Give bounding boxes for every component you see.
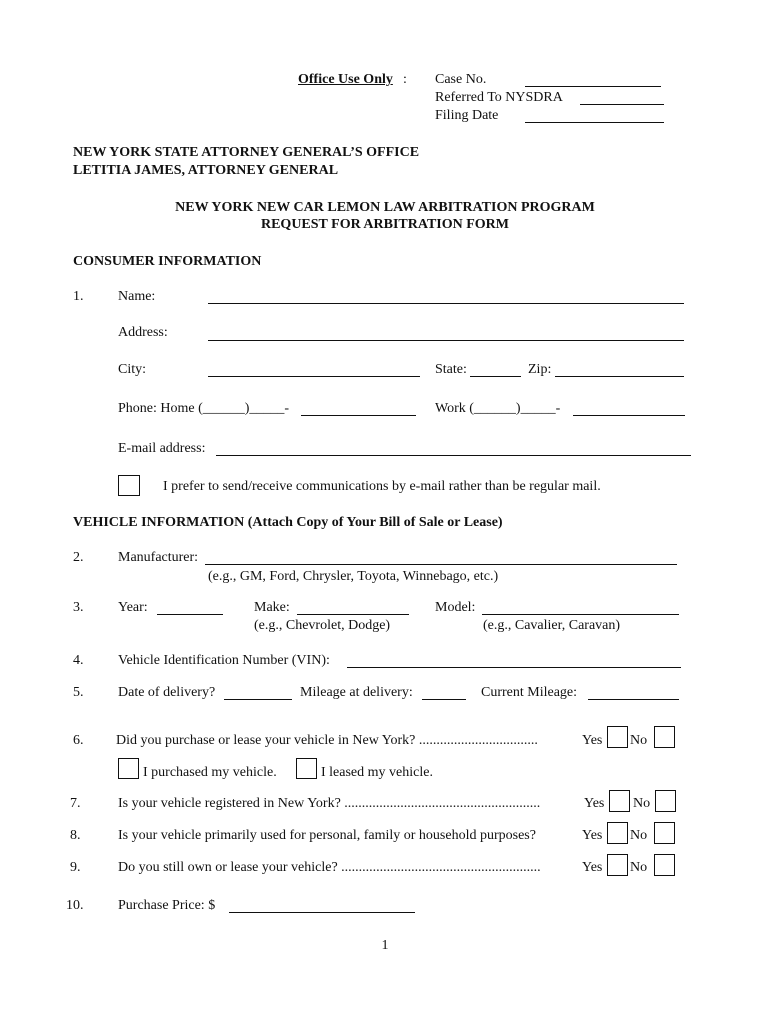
model-hint: (e.g., Cavalier, Caravan) [483, 618, 621, 633]
zip-label: Zip: [528, 362, 552, 377]
current-mileage-field[interactable] [588, 699, 679, 700]
model-field[interactable] [482, 614, 679, 615]
delivery-date-label: Date of delivery? [118, 685, 216, 700]
city-field[interactable] [208, 376, 420, 377]
vin-field[interactable] [347, 667, 681, 668]
email-label: E-mail address: [118, 441, 206, 456]
address-label: Address: [118, 325, 168, 340]
item-number-5: 5. [73, 685, 84, 700]
q8-yes-checkbox[interactable] [607, 822, 628, 844]
purchase-price-label: Purchase Price: $ [118, 898, 216, 913]
manufacturer-hint: (e.g., GM, Ford, Chrysler, Toyota, Winnebago, etc.) [208, 569, 499, 584]
manufacturer-field[interactable] [205, 564, 677, 565]
q6-yes-checkbox[interactable] [607, 726, 628, 748]
phone-home-label: Phone: Home (______)_____- [118, 401, 290, 416]
q7-no-checkbox[interactable] [655, 790, 676, 812]
purchased-checkbox[interactable] [118, 758, 139, 779]
consumer-section-heading: CONSUMER INFORMATION [73, 254, 262, 269]
current-mileage-label: Current Mileage: [481, 685, 578, 700]
office-use-colon: : [403, 72, 407, 87]
make-label: Make: [254, 600, 290, 615]
model-label: Model: [435, 600, 476, 615]
name-field[interactable] [208, 303, 684, 304]
state-label: State: [435, 362, 467, 377]
email-field[interactable] [216, 455, 691, 456]
q9-no-checkbox[interactable] [654, 854, 675, 876]
office-use-label: Office Use Only [298, 72, 393, 87]
delivery-date-field[interactable] [224, 699, 292, 700]
page-number: 1 [381, 938, 389, 953]
ag-heading: LETITIA JAMES, ATTORNEY GENERAL [73, 163, 339, 178]
q9-no-label: No [630, 860, 648, 875]
phone-work-label: Work (______)_____- [435, 401, 561, 416]
vin-label: Vehicle Identification Number (VIN): [118, 653, 330, 668]
manufacturer-label: Manufacturer: [118, 550, 199, 565]
item-number-7: 7. [70, 796, 81, 811]
year-label: Year: [118, 600, 148, 615]
phone-home-field[interactable] [301, 415, 416, 416]
q9-yes-label: Yes [582, 860, 603, 875]
leased-checkbox[interactable] [296, 758, 317, 779]
q6-no-label: No [630, 733, 648, 748]
purchased-label: I purchased my vehicle. [143, 765, 277, 780]
email-preference-checkbox[interactable] [118, 475, 140, 496]
office-heading: NEW YORK STATE ATTORNEY GENERAL’S OFFICE [73, 145, 420, 160]
name-label: Name: [118, 289, 156, 304]
case-no-label: Case No. [435, 72, 487, 87]
item-number-9: 9. [70, 860, 81, 875]
q8-text: Is your vehicle primarily used for personal, family or household purposes? [118, 828, 536, 843]
item-number-1: 1. [73, 289, 84, 304]
q9-yes-checkbox[interactable] [607, 854, 628, 876]
q7-yes-checkbox[interactable] [609, 790, 630, 812]
q6-no-checkbox[interactable] [654, 726, 675, 748]
filing-date-field[interactable] [525, 122, 664, 123]
q9-text: Do you still own or lease your vehicle? ......................................................... [118, 860, 541, 875]
q8-no-label: No [630, 828, 648, 843]
vehicle-section-heading: VEHICLE INFORMATION (Attach Copy of Your Bill of Sale or Lease) [73, 515, 503, 530]
program-title: NEW YORK NEW CAR LEMON LAW ARBITRATION PROGRAM [175, 200, 595, 215]
purchase-price-field[interactable] [229, 912, 415, 913]
q8-yes-label: Yes [582, 828, 603, 843]
address-field[interactable] [208, 340, 684, 341]
q7-yes-label: Yes [584, 796, 605, 811]
filing-date-label: Filing Date [435, 108, 499, 123]
mileage-delivery-label: Mileage at delivery: [300, 685, 413, 700]
mileage-delivery-field[interactable] [422, 699, 466, 700]
form-title: REQUEST FOR ARBITRATION FORM [260, 217, 509, 232]
q8-no-checkbox[interactable] [654, 822, 675, 844]
case-no-field[interactable] [525, 86, 661, 87]
item-number-6: 6. [73, 733, 84, 748]
q7-text: Is your vehicle registered in New York? ........................................................ [118, 796, 541, 811]
make-hint: (e.g., Chevrolet, Dodge) [254, 618, 391, 633]
email-preference-label: I prefer to send/receive communications by e-mail rather than be regular mail. [163, 479, 601, 494]
make-field[interactable] [297, 614, 409, 615]
item-number-10: 10. [66, 898, 84, 913]
item-number-3: 3. [73, 600, 84, 615]
zip-field[interactable] [555, 376, 684, 377]
phone-work-field[interactable] [573, 415, 685, 416]
q6-yes-label: Yes [582, 733, 603, 748]
referred-label: Referred To NYSDRA [435, 90, 563, 105]
state-field[interactable] [470, 376, 521, 377]
q6-text: Did you purchase or lease your vehicle in New York? .................................. [116, 733, 538, 748]
q7-no-label: No [633, 796, 651, 811]
year-field[interactable] [157, 614, 223, 615]
city-label: City: [118, 362, 147, 377]
item-number-2: 2. [73, 550, 84, 565]
referred-field[interactable] [580, 104, 664, 105]
leased-label: I leased my vehicle. [321, 765, 433, 780]
item-number-4: 4. [73, 653, 84, 668]
item-number-8: 8. [70, 828, 81, 843]
